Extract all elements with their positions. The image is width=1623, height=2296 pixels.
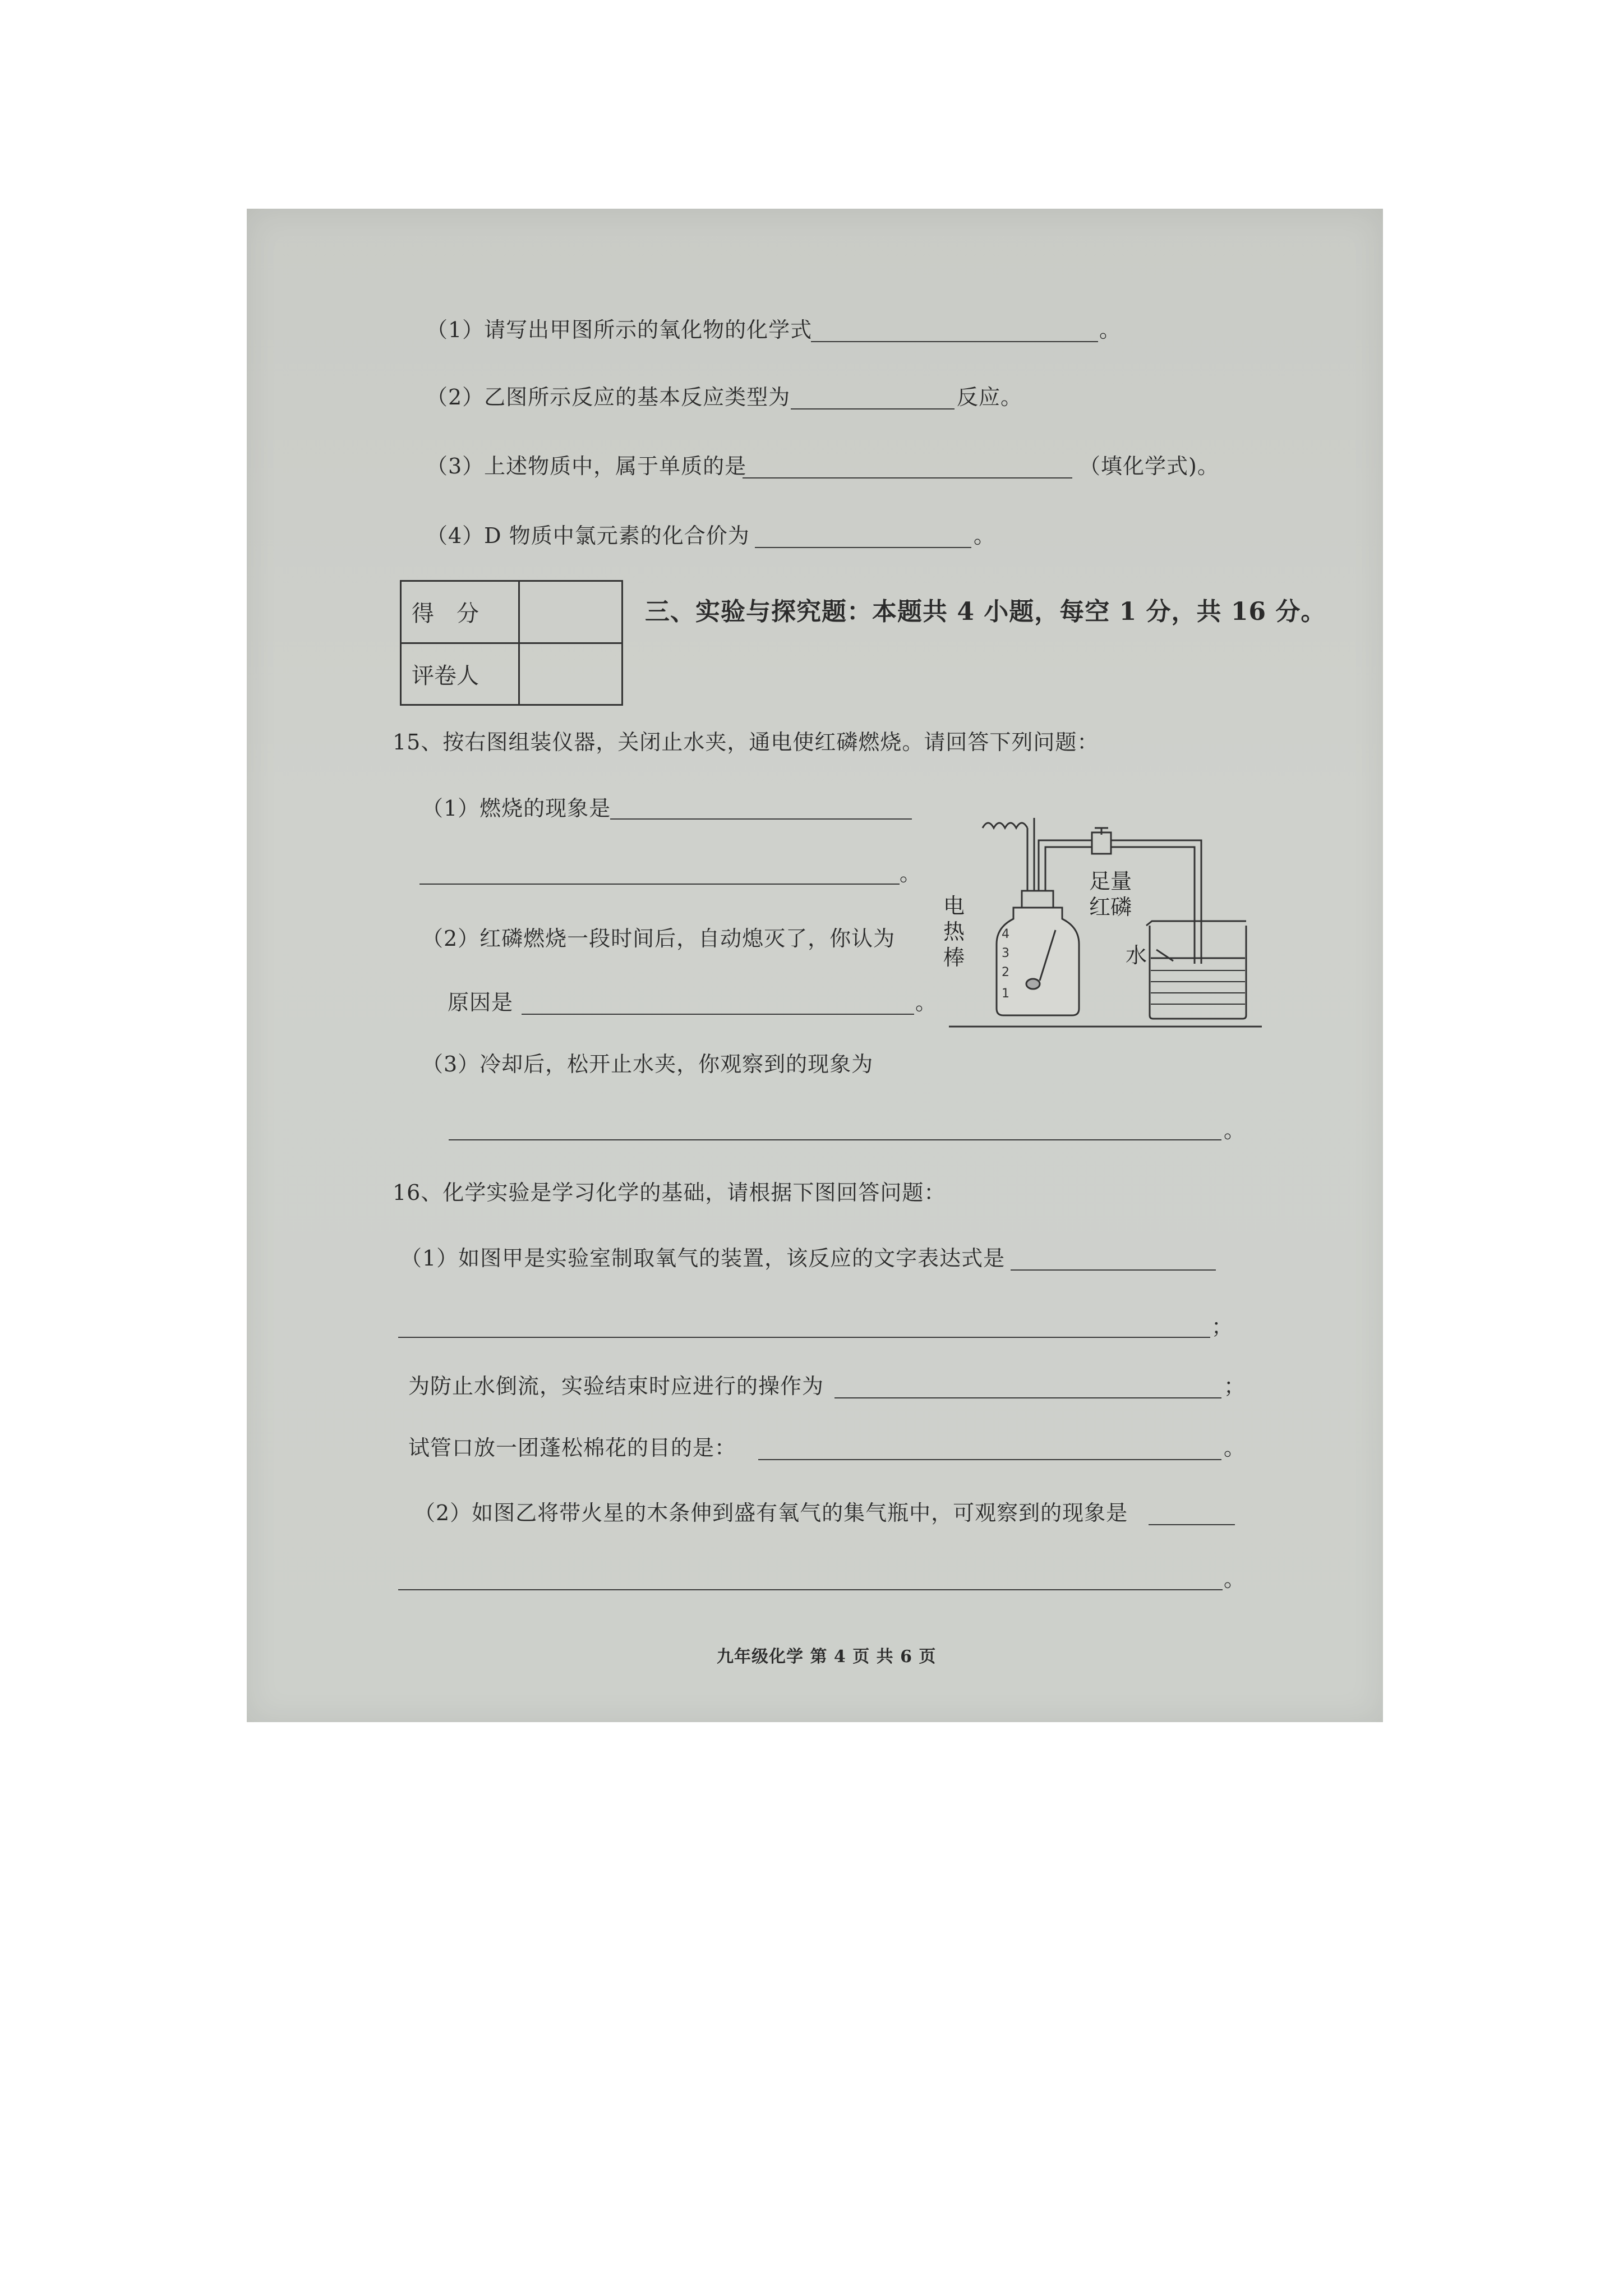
score-box: [400, 580, 623, 706]
q16-part2-blank-a[interactable]: [1149, 1524, 1235, 1525]
q15-part2-text-b: 原因是: [448, 990, 514, 1015]
bottle-stopper: [1022, 891, 1053, 908]
q15-part3-blank[interactable]: [449, 1139, 1221, 1140]
q14-part4-end: 。: [974, 523, 996, 548]
q15-part2-end: 。: [915, 990, 938, 1015]
water-beaker: [1150, 926, 1246, 1019]
q15-part2-text-a: （2）红磷燃烧一段时间后，自动熄灭了，你认为: [422, 926, 896, 951]
q16-part1c-end: 。: [1224, 1435, 1246, 1460]
water-stop-clamp: [1092, 832, 1111, 854]
red-phosphorus: [1026, 979, 1040, 989]
label-water: 水: [1126, 943, 1147, 968]
q16-part2-text: （2）如图乙将带火星的木条伸到盛有氧气的集气瓶中，可观察到的现象是: [414, 1501, 1128, 1525]
q14-part1-blank[interactable]: [811, 341, 1098, 342]
scale-mark-2: 2: [1002, 965, 1009, 979]
page-footer: 九年级化学 第 4 页 共 6 页: [717, 1647, 937, 1667]
q16-part1-blank-b[interactable]: [398, 1337, 1210, 1338]
q16-part1b-text: 为防止水倒流，实验结束时应进行的操作为: [408, 1374, 824, 1398]
q15-part3-text: （3）冷却后，松开止水夹，你观察到的现象为: [422, 1052, 874, 1076]
q14-part4-text: （4）D 物质中氯元素的化合价为: [426, 523, 750, 548]
electric-coil: [983, 823, 1027, 828]
q14-part3-end: （填化学式)。: [1079, 454, 1219, 478]
label-rod-2: 热: [943, 919, 965, 944]
score-cell[interactable]: [519, 581, 623, 643]
apparatus-drawing: [949, 818, 1262, 1027]
label-phosphorus-2: 红磷: [1089, 895, 1132, 919]
q16-part1-text: （1）如图甲是实验室制取氧气的装置，该反应的文字表达式是: [400, 1246, 1006, 1271]
q15-part1-blank-b[interactable]: [419, 884, 900, 885]
q15-stem: 15、按右图组装仪器，关闭止水夹，通电使红磷燃烧。请回答下列问题：: [393, 730, 1099, 754]
q15-part2-blank[interactable]: [522, 1014, 914, 1015]
q15-part1-blank-a[interactable]: [610, 818, 912, 820]
grader-label: 评卷人: [401, 643, 519, 705]
q14-part1-end: 。: [1099, 318, 1122, 342]
q16-part2-blank-b[interactable]: [398, 1589, 1223, 1590]
q16-part1b-blank[interactable]: [834, 1397, 1221, 1398]
q14-part2-blank[interactable]: [791, 408, 955, 409]
q14-part3-text: （3）上述物质中，属于单质的是: [426, 454, 747, 478]
q16-part1-end: ；: [1211, 1314, 1234, 1339]
red-phosphorus-apparatus-diagram: [943, 807, 1269, 1042]
scale-mark-1: 1: [1002, 987, 1009, 1001]
q14-part2-text: （2）乙图所示反应的基本反应类型为: [426, 385, 791, 409]
q15-part3-end: 。: [1224, 1118, 1246, 1143]
label-rod-1: 电: [943, 894, 965, 918]
label-rod-3: 棒: [943, 945, 965, 970]
scale-mark-3: 3: [1002, 946, 1009, 960]
q16-stem: 16、化学实验是学习化学的基础，请根据下图回答问题：: [393, 1180, 946, 1205]
q16-part1c-text: 试管口放一团蓬松棉花的目的是：: [408, 1435, 737, 1460]
score-label: 得 分: [401, 581, 519, 643]
scale-mark-4: 4: [1002, 927, 1009, 941]
q14-part2-end: 反应。: [957, 385, 1023, 409]
q16-part1c-blank[interactable]: [758, 1459, 1221, 1460]
q16-part1-blank-a[interactable]: [1011, 1269, 1216, 1271]
q16-part2-end: 。: [1224, 1567, 1246, 1591]
q16-part1b-end: ；: [1224, 1374, 1246, 1398]
q15-part1-text: （1）燃烧的现象是: [422, 796, 611, 821]
label-phosphorus-1: 足量: [1089, 869, 1132, 894]
water-pointer: [1156, 950, 1173, 961]
q15-part1-end: 。: [900, 861, 922, 886]
q14-part3-blank[interactable]: [743, 477, 1072, 478]
grader-cell[interactable]: [519, 643, 623, 705]
q14-part4-blank[interactable]: [755, 547, 971, 548]
section3-heading: 三、实验与探究题：本题共 4 小题，每空 1 分，共 16 分。: [645, 597, 1326, 626]
q14-part1-text: （1）请写出甲图所示的氧化物的化学式: [426, 318, 813, 342]
